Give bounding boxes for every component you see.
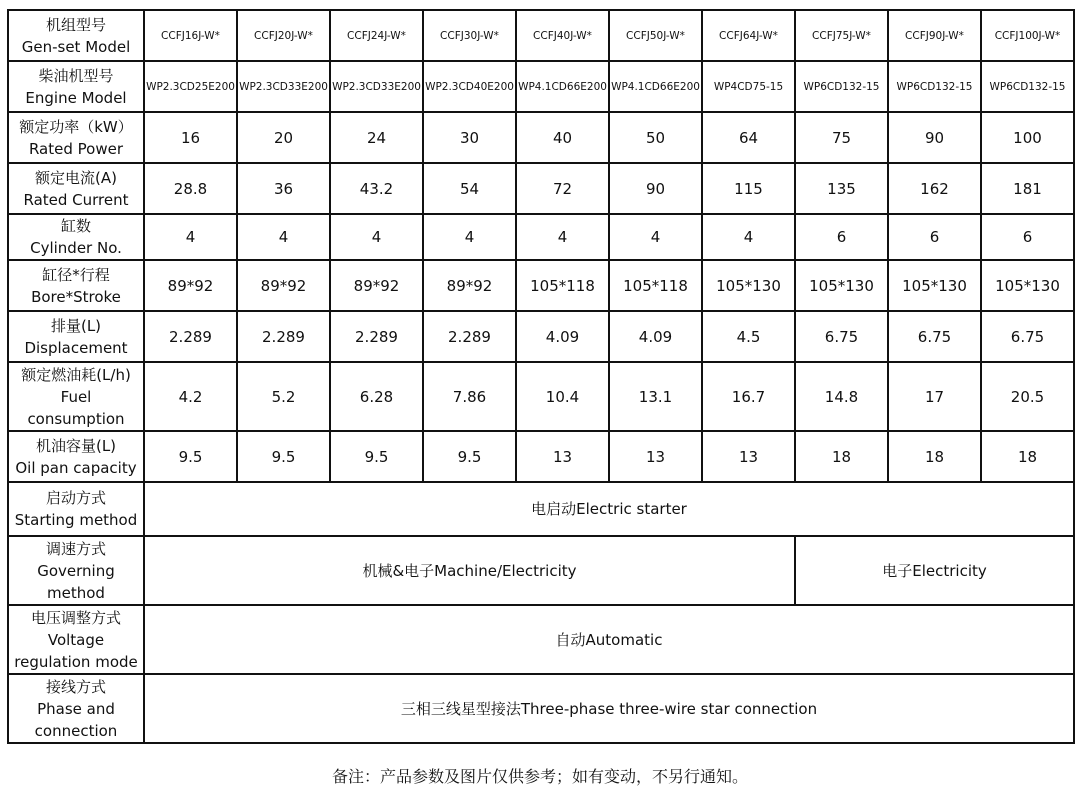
- row-fuel-consumption: [8, 362, 1074, 431]
- table-cell: 20: [237, 112, 330, 163]
- voltage-regulation-value: 自动Automatic: [144, 605, 1074, 674]
- row-phase-connection: [8, 674, 1074, 743]
- table-cell: WP4.1CD66E200: [516, 61, 609, 112]
- table-cell: 115: [702, 163, 795, 214]
- table-cell: 4: [702, 214, 795, 260]
- table-cell: 7.86: [423, 362, 516, 431]
- table-cell: 6.75: [888, 311, 981, 362]
- table-cell: 13: [609, 431, 702, 482]
- footnote: 备注：产品参数及图片仅供参考；如有变动，不另行通知。: [331, 767, 748, 786]
- table-cell: 89*92: [144, 260, 237, 311]
- table-cell: 6: [981, 214, 1074, 260]
- table-cell: 9.5: [237, 431, 330, 482]
- row-cylinder-no: [8, 214, 1074, 260]
- row-label: 机油容量(L) Oil pan capacity: [8, 431, 144, 482]
- row-label: 排量(L) Displacement: [8, 311, 144, 362]
- row-label: 额定电流(A) Rated Current: [8, 163, 144, 214]
- table-cell: 30: [423, 112, 516, 163]
- table-cell: 4: [516, 214, 609, 260]
- table-cell: WP2.3CD25E200: [144, 61, 237, 112]
- table-cell: 135: [795, 163, 888, 214]
- table-cell: 6: [888, 214, 981, 260]
- table-cell: 9.5: [144, 431, 237, 482]
- row-rated-power: [8, 112, 1074, 163]
- starting-method-value: 电启动Electric starter: [144, 482, 1074, 536]
- row-starting-method: [8, 482, 1074, 536]
- table-cell: 4: [423, 214, 516, 260]
- table-cell: 5.2: [237, 362, 330, 431]
- table-cell: 36: [237, 163, 330, 214]
- row-governing-method: [8, 536, 1074, 605]
- table-cell: 64: [702, 112, 795, 163]
- table-cell: 18: [795, 431, 888, 482]
- row-rated-current: [8, 163, 1074, 214]
- table-cell: 105*130: [702, 260, 795, 311]
- row-label: 额定功率（kW） Rated Power: [8, 112, 144, 163]
- table-cell: WP2.3CD40E200: [423, 61, 516, 112]
- table-cell: WP4.1CD66E200: [609, 61, 702, 112]
- table-cell: 40: [516, 112, 609, 163]
- row-engine-model: [8, 61, 1074, 112]
- table-cell: 6.75: [981, 311, 1074, 362]
- table-cell: 105*118: [609, 260, 702, 311]
- table-cell: 17: [888, 362, 981, 431]
- table-cell: WP6CD132-15: [981, 61, 1074, 112]
- row-label: 柴油机型号 Engine Model: [8, 61, 144, 112]
- row-label: 调速方式 Governing method: [8, 536, 144, 605]
- table-cell: 2.289: [423, 311, 516, 362]
- table-cell: 4: [237, 214, 330, 260]
- table-cell: 4: [144, 214, 237, 260]
- table-cell: 162: [888, 163, 981, 214]
- table-cell: 105*130: [981, 260, 1074, 311]
- row-label: 缸径*行程 Bore*Stroke: [8, 260, 144, 311]
- row-voltage-regulation: [8, 605, 1074, 674]
- table-cell: 14.8: [795, 362, 888, 431]
- table-cell: 28.8: [144, 163, 237, 214]
- table-cell: 6: [795, 214, 888, 260]
- table-cell: 4: [609, 214, 702, 260]
- table-cell: 4: [330, 214, 423, 260]
- row-label: 缸数 Cylinder No.: [8, 214, 144, 260]
- table-cell: 89*92: [330, 260, 423, 311]
- row-genset-model: [8, 10, 1074, 61]
- table-cell: 90: [609, 163, 702, 214]
- table-cell: 16: [144, 112, 237, 163]
- table-cell: 13: [516, 431, 609, 482]
- governing-method-value-a: 机械&电子Machine/Electricity: [144, 536, 795, 605]
- table-cell: 18: [888, 431, 981, 482]
- table-cell: CCFJ75J-W*: [795, 10, 888, 61]
- table-cell: CCFJ64J-W*: [702, 10, 795, 61]
- table-cell: 9.5: [330, 431, 423, 482]
- table-cell: CCFJ100J-W*: [981, 10, 1074, 61]
- table-cell: 100: [981, 112, 1074, 163]
- table-cell: CCFJ20J-W*: [237, 10, 330, 61]
- table-cell: 16.7: [702, 362, 795, 431]
- table-cell: 105*130: [888, 260, 981, 311]
- table-cell: 4.09: [516, 311, 609, 362]
- table-cell: 89*92: [237, 260, 330, 311]
- row-label: 启动方式 Starting method: [8, 482, 144, 536]
- table-cell: 72: [516, 163, 609, 214]
- phase-connection-value: 三相三线星型接法Three-phase three-wire star connection: [144, 674, 1074, 743]
- table-cell: 4.5: [702, 311, 795, 362]
- table-cell: 13.1: [609, 362, 702, 431]
- table-cell: 13: [702, 431, 795, 482]
- table-cell: 24: [330, 112, 423, 163]
- table-cell: 50: [609, 112, 702, 163]
- row-label: 额定燃油耗(L/h) Fuel consumption: [8, 362, 144, 431]
- table-cell: 6.75: [795, 311, 888, 362]
- table-cell: 4.2: [144, 362, 237, 431]
- spec-table: [7, 9, 1075, 744]
- row-oil-pan-capacity: [8, 431, 1074, 482]
- table-cell: WP4CD75-15: [702, 61, 795, 112]
- table-cell: 2.289: [330, 311, 423, 362]
- table-cell: CCFJ30J-W*: [423, 10, 516, 61]
- table-cell: 9.5: [423, 431, 516, 482]
- table-cell: 43.2: [330, 163, 423, 214]
- table-cell: CCFJ24J-W*: [330, 10, 423, 61]
- table-cell: WP6CD132-15: [888, 61, 981, 112]
- row-label: 接线方式 Phase and connection: [8, 674, 144, 743]
- table-cell: 75: [795, 112, 888, 163]
- table-cell: 2.289: [144, 311, 237, 362]
- table-cell: 4.09: [609, 311, 702, 362]
- table-cell: 89*92: [423, 260, 516, 311]
- table-cell: CCFJ16J-W*: [144, 10, 237, 61]
- table-cell: 54: [423, 163, 516, 214]
- table-cell: CCFJ50J-W*: [609, 10, 702, 61]
- governing-method-value-b: 电子Electricity: [795, 536, 1074, 605]
- table-cell: 105*130: [795, 260, 888, 311]
- table-cell: CCFJ90J-W*: [888, 10, 981, 61]
- table-cell: WP2.3CD33E200: [330, 61, 423, 112]
- table-cell: 6.28: [330, 362, 423, 431]
- row-bore-stroke: [8, 260, 1074, 311]
- row-label: 电压调整方式 Voltage regulation mode: [8, 605, 144, 674]
- table-cell: CCFJ40J-W*: [516, 10, 609, 61]
- table-cell: 181: [981, 163, 1074, 214]
- table-cell: WP2.3CD33E200: [237, 61, 330, 112]
- table-cell: WP6CD132-15: [795, 61, 888, 112]
- table-cell: 2.289: [237, 311, 330, 362]
- table-cell: 20.5: [981, 362, 1074, 431]
- table-cell: 90: [888, 112, 981, 163]
- row-label: 机组型号 Gen-set Model: [8, 10, 144, 61]
- table-cell: 18: [981, 431, 1074, 482]
- table-cell: 105*118: [516, 260, 609, 311]
- table-cell: 10.4: [516, 362, 609, 431]
- row-displacement: [8, 311, 1074, 362]
